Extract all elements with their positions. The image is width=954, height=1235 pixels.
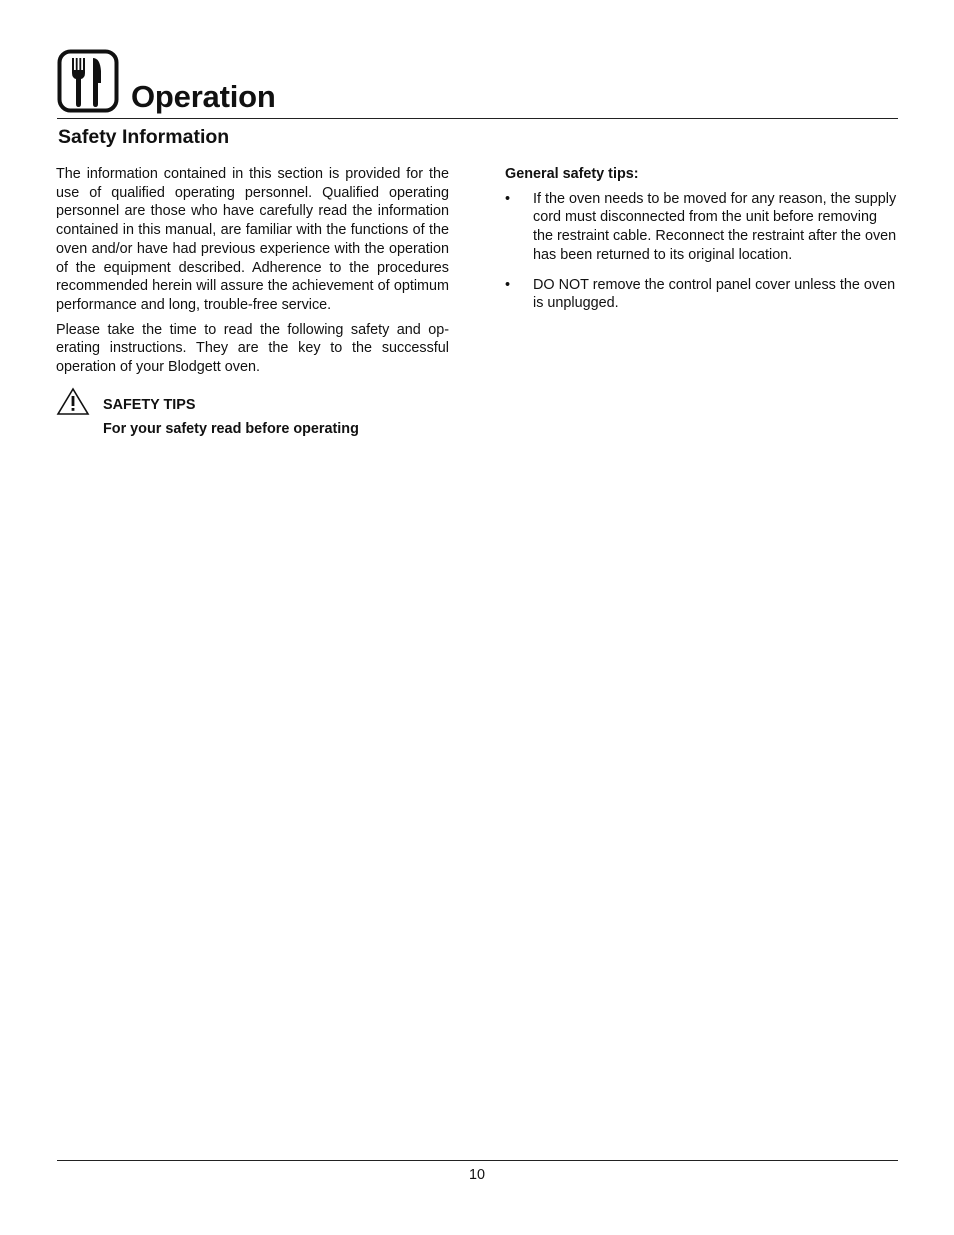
list-item xyxy=(505,190,898,265)
right-column xyxy=(505,165,898,324)
tip-text: If the oven needs to be moved for any reason, the supply cord must disconnected from the unit before removing the restraint cable. Reconnect the restraint after the oven has been returned to its original location. xyxy=(533,190,897,263)
safety-tips-callout xyxy=(56,387,449,447)
bullet-icon: • xyxy=(505,276,511,293)
safety-tips-title: SAFETY TIPS xyxy=(103,396,196,413)
list-item xyxy=(505,276,898,313)
section-title: Safety Information xyxy=(58,126,230,148)
fork-and-knife-icon xyxy=(57,49,119,113)
bullet-icon: • xyxy=(505,190,511,207)
warning-triangle-icon xyxy=(56,387,90,417)
instructions-paragraph: Please take the time to read the following safety and operating instructions. They are the key to the successful operation of your Blodgett oven. xyxy=(56,321,449,376)
safety-tips-subtitle: For your safety read before operating xyxy=(103,420,359,437)
intro-paragraph: The information contained in this section is provided for the use of qualified operating personnel. Qualified operating personnel are those who have carefully read the information contained in this manual, are familiar with the functions of the oven and/or have had previous experience with the operation of the equipment described. Adherence to the procedures recommended herein will assure the achievement of optimum performance and long, trouble-free service. xyxy=(56,166,449,313)
safety-tips-list xyxy=(505,190,898,313)
header-divider xyxy=(57,118,898,119)
page-number: 10 xyxy=(468,1167,485,1183)
page-title: Operation xyxy=(131,79,276,114)
footer-divider xyxy=(57,1160,898,1161)
general-safety-heading: General safety tips: xyxy=(505,166,639,182)
tip-text: DO NOT remove the control panel cover unless the oven is unplugged. xyxy=(533,276,896,312)
left-column xyxy=(56,165,449,447)
